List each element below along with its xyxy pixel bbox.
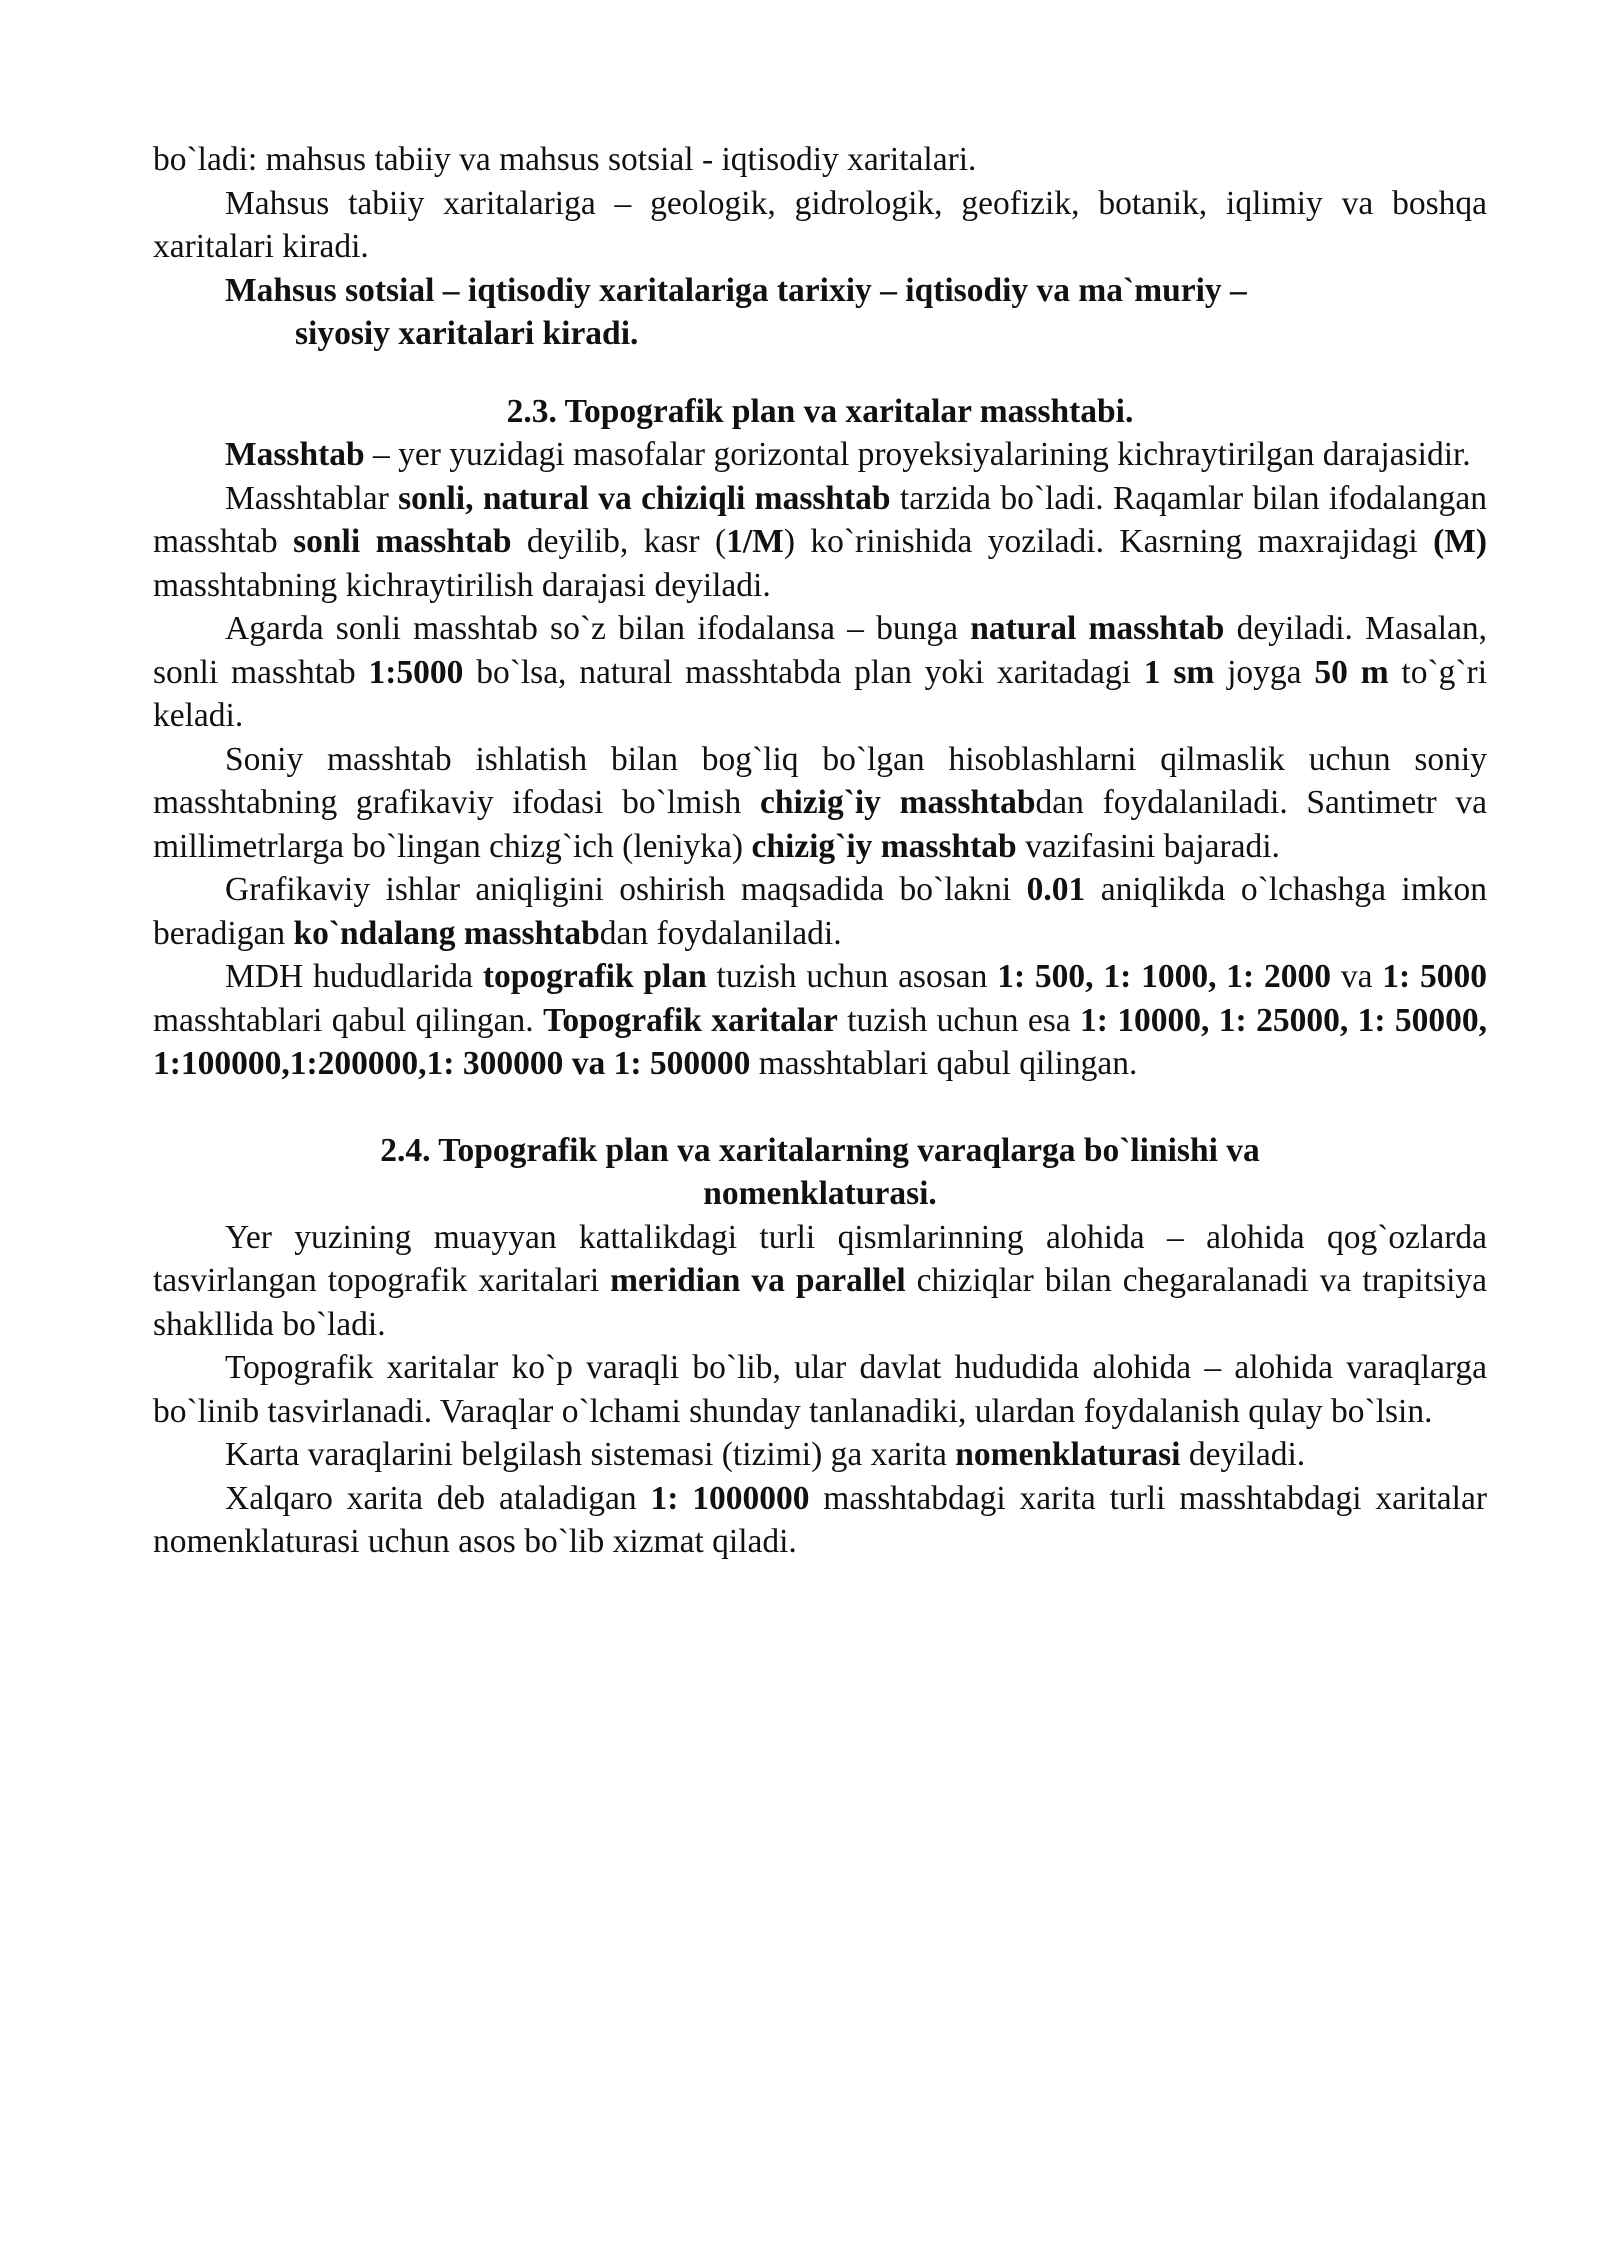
paragraph-nomenclature: Karta varaqlarini belgilash sistemasi (tizimi) ga xarita nomenklaturasi deyiladi.	[225, 1436, 1306, 1473]
paragraph-multi-sheet: Topografik xaritalar ko`p varaqli bo`lib, ular davlat hududida alohida – alohida varaqlarga bo`linib tasvirlanadi. Varaqlar o`lchami shunday tanlanadiki, ulardan foydalanish qulay bo`lsin.	[153, 1349, 1487, 1430]
paragraph-trapezoid: Yer yuzining muayyan kattalikdagi turli qismlarinning alohida – alohida qog`ozlarda tasvirlangan topografik xaritalari meridian va parallel chiziqlar bilan chegaralanadi va trapitsiya shakllida bo`ladi.	[153, 1218, 1488, 1343]
paragraph-natural-scale: Agarda sonli masshtab so`z bilan ifodalansa – bunga natural masshtab deyiladi. Masalan, sonli masshtab 1:5000 bo`lsa, natural masshtabda plan yoki xaritadagi 1 sm joyga 50 m to`g`ri keladi.	[153, 610, 1488, 734]
paragraph-transverse-scale: Grafikaviy ishlar aniqligini oshirish maqsadida bo`lakni 0.01 aniqlikda o`lchashga imkon beradigan ko`ndalang masshtabdan foydalaniladi.	[153, 871, 1487, 952]
paragraph-masshtab-definition: Masshtab – yer yuzidagi masofalar gorizontal proyeksiyalarining kichraytirilgan darajasidir.	[225, 436, 1471, 473]
paragraph-linear-scale: Soniy masshtab ishlatish bilan bog`liq bo`lgan hisoblashlarni qilmaslik uchun soniy masshtabning grafikaviy ifodasi bo`lmish chizig`iy masshtabdan foydalaniladi. Santimetr va millimetrlarga bo`lingan chizg`ich (leniyka) chizig`iy masshtab vazifasini bajaradi.	[153, 740, 1487, 865]
spacer	[153, 356, 1487, 390]
spacer	[153, 1086, 1487, 1129]
paragraph-international-map: Xalqaro xarita deb ataladigan 1: 1000000 masshtabdagi xarita turli masshtabdagi xaritalar nomenklaturasi uchun asos bo`lib xizmat qiladi.	[153, 1479, 1487, 1560]
paragraph-accepted-scales: MDH hududlarida topografik plan tuzish uchun asosan 1: 500, 1: 1000, 1: 2000 va 1: 5000 masshtablari qabul qilingan. Topografik xaritalar tuzish uchun esa 1: 10000, 1: 25000, 1: 50000, 1:100000,1:200000,1: 300000 va 1: 500000 masshtablari qabul qilingan.	[153, 958, 1488, 1082]
section-heading-2-4: 2.4. Topografik plan va xaritalarning varaqlarga bo`linishi va nomenklaturasi.	[380, 1131, 1260, 1212]
paragraph-intro: bo`ladi: mahsus tabiiy va mahsus sotsial - iqtisodiy xaritalari.	[153, 141, 977, 178]
paragraph-scale-types: Masshtablar sonli, natural va chiziqli masshtab tarzida bo`ladi. Raqamlar bilan ifodalangan masshtab sonli masshtab deyilib, kasr (1/M) ko`rinishida yoziladi. Kasrning maxrajidagi (M) masshtabning kichraytirilish darajasi deyiladi.	[153, 479, 1487, 604]
paragraph-social-maps: Mahsus sotsial – iqtisodiy xaritalariga tarixiy – iqtisodiy va ma`muriy – siyosiy xaritalari kiradi.	[225, 271, 1247, 352]
paragraph-natural-maps: Mahsus tabiiy xaritalariga – geologik, gidrologik, geofizik, botanik, iqlimiy va boshqa xaritalari kiradi.	[153, 184, 1487, 265]
section-heading-2-3: 2.3. Topografik plan va xaritalar masshtabi.	[506, 392, 1134, 430]
document-page	[153, 138, 1487, 1564]
